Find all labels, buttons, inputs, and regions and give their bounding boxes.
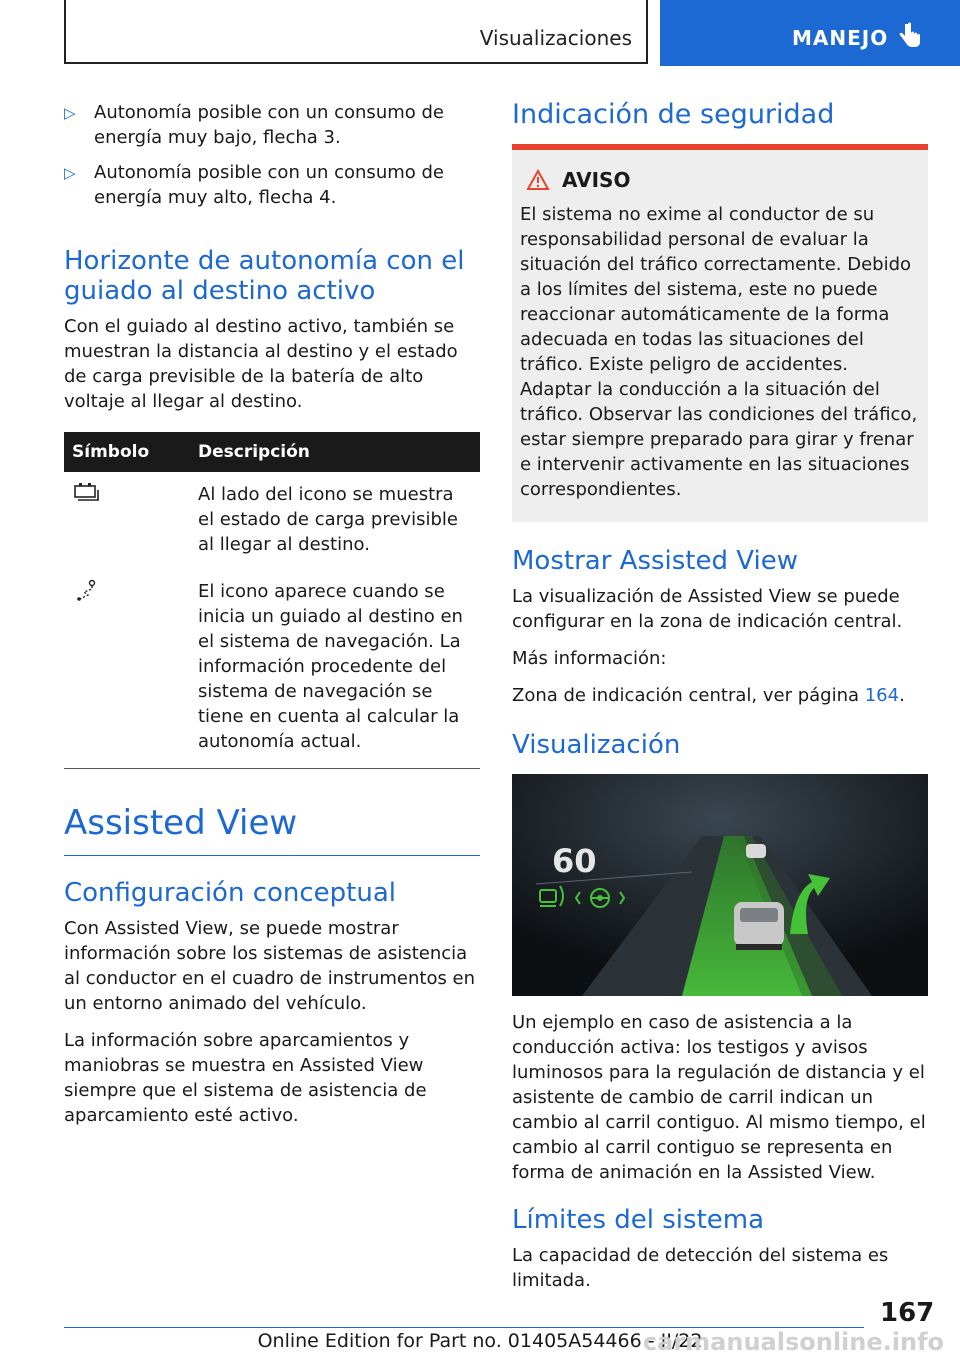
header-section-box [64, 0, 648, 64]
symbol-cell [64, 472, 190, 569]
warning-box [512, 150, 928, 522]
footer-edition: Online Edition for Part no. 01405A54466 - II/22 [257, 1330, 703, 1352]
left-column [64, 100, 480, 1128]
title-rule [64, 855, 480, 856]
assisted-view-image [512, 774, 928, 996]
limits-heading: Límites del sistema [512, 1205, 765, 1235]
safety-heading: Indicación de seguridad [512, 99, 835, 130]
watermark: carmanualsonline.info [642, 1328, 944, 1356]
show-paragraph-3 [512, 683, 928, 708]
description-cell: Al lado del icono se muestra el estado de carga previsible al llegar al destino. [198, 484, 458, 555]
page-number: 167 [880, 1298, 935, 1328]
warning-label: AVISO [562, 168, 631, 192]
right-column [512, 100, 928, 1293]
display-heading: Visualización [512, 730, 681, 760]
bullet-text: Autonomía posible con un consumo de energía muy alto, flecha 4. [94, 162, 444, 208]
concept-paragraph-1: Con Assisted View, se puede mostrar información sobre los sistemas de asistencia al conductor en el cuadro de instrumentos en un entorno animado del vehículo. [64, 918, 476, 1014]
table-header-row [64, 432, 480, 472]
show-paragraph-2: Más información: [512, 648, 667, 669]
warning-text: El sistema no exime al conductor de su responsabilidad personal de evaluar la situación del tráfico correctamente. Debido a los límites del sistema, este no puede reaccionar automáticamente de la forma adecuada en todas las situaciones del tráfico. Existe peligro de accidentes. Adaptar la conducción a la situación del tráfico. Observar las condiciones del tráfico, estar siempre preparado para girar y frenar e intervenir activamente en las situaciones correspondientes. [520, 204, 918, 500]
horizon-paragraph: Con el guiado al destino activo, también se muestran la distancia al destino y el estado de carga previsible de la batería de alto voltaje al llegar al destino. [64, 316, 458, 412]
list-item [64, 160, 480, 210]
list-item [64, 100, 480, 150]
horizon-heading: Horizonte de autonomía con el guiado al destino activo [64, 246, 465, 306]
assisted-view-illustration [512, 774, 928, 996]
page-reference-link[interactable]: 164 [864, 685, 900, 706]
limits-paragraph: La capacidad de detección del sistema es limitada. [512, 1245, 889, 1291]
symbol-cell [64, 569, 190, 769]
assisted-view-title: Assisted View [64, 803, 298, 843]
symbol-table [64, 432, 480, 769]
warning-triangle-icon [526, 169, 550, 191]
col-description-header: Descripción [190, 432, 480, 472]
steering-hand-icon [896, 22, 922, 50]
header-chapter-label: MANEJO [792, 26, 889, 50]
table-row [64, 472, 480, 569]
bullet-triangle-icon: ▷ [64, 164, 76, 182]
col-symbol-header: Símbolo [64, 432, 190, 472]
table-row [64, 569, 480, 769]
header-chapter-tab [660, 0, 960, 66]
concept-paragraph-2: La información sobre aparcamientos y maniobras se muestra en Assisted View siempre que el sistema de asistencia de aparcamiento esté activo. [64, 1030, 427, 1126]
show-heading: Mostrar Assisted View [512, 546, 798, 576]
bullet-text: Autonomía posible con un consumo de energía muy bajo, flecha 3. [94, 102, 444, 148]
battery-flag-icon [72, 482, 102, 504]
show-paragraph-3-suffix: . [899, 685, 905, 706]
header-section-label: Visualizaciones [479, 26, 632, 50]
route-icon [72, 579, 98, 603]
show-paragraph-1: La visualización de Assisted View se puede configurar en la zona de indicación central. [512, 586, 903, 632]
warning-header [520, 168, 920, 192]
show-paragraph-3-prefix: Zona de indicación central, ver página [512, 685, 865, 706]
bullet-triangle-icon: ▷ [64, 104, 76, 122]
speed-readout: 60 [552, 842, 597, 880]
description-cell: El icono aparece cuando se inicia un guiado al destino en el sistema de navegación. La información procedente del sistema de navegación se tiene en cuenta al calcular la autonomía actual. [190, 569, 480, 769]
concept-heading: Configuración conceptual [64, 878, 396, 908]
display-caption: Un ejemplo en caso de asistencia a la conducción activa: los testigos y avisos luminosos para la regulación de distancia y el asistente de cambio de carril indican un cambio al carril contiguo. Al mismo tiempo, el cambio al carril contiguo se representa en forma de animación en la Assisted View. [512, 1012, 926, 1183]
